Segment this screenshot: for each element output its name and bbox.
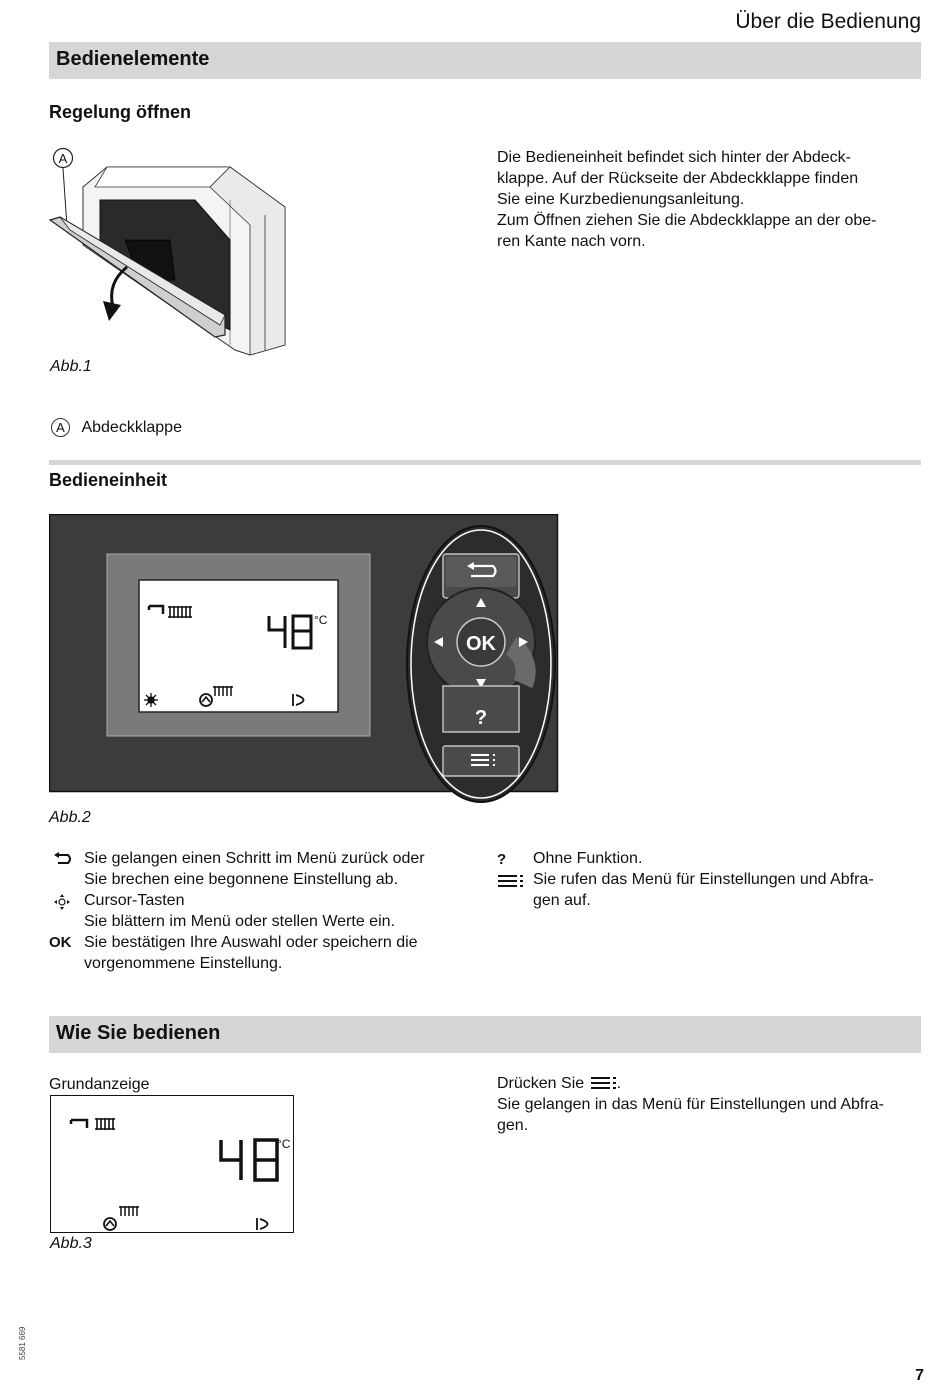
basic-display-drawing	[51, 1096, 292, 1231]
legend-marker: A	[51, 418, 70, 437]
legend-line: gen auf.	[533, 892, 591, 909]
legend-text: Abdeckklappe	[81, 419, 182, 436]
figure-caption-2: Abb.2	[49, 809, 91, 826]
legend-line: Sie rufen das Menü für Einstellungen und Abfra-	[533, 871, 874, 888]
section-bar-wie-sie-bedienen	[49, 1016, 921, 1053]
legend-line: Cursor-Tasten	[84, 892, 185, 909]
legend-line: Sie brechen eine begonnene Einstellung ab.	[84, 871, 399, 888]
page-number: 7	[915, 1367, 924, 1384]
controller-drawing	[45, 145, 295, 360]
legend-line: vorgenommene Einstellung.	[84, 955, 283, 972]
operation-text-block	[497, 1073, 922, 1136]
figure-operating-unit	[49, 514, 559, 806]
intro-text-line: klappe. Auf der Rückseite der Abdeckklappe finden	[497, 170, 859, 187]
menu-icon	[591, 1076, 617, 1090]
legend-line: Sie blättern im Menü oder stellen Werte ein.	[84, 913, 395, 930]
legend-item-cursor	[49, 890, 469, 932]
operation-text-line: gen.	[497, 1117, 529, 1134]
operation-text-press: Drücken Sie	[497, 1075, 585, 1092]
section-title: Wie Sie bedienen	[56, 1022, 221, 1044]
figure-marker-letter: A	[58, 151, 68, 166]
legend-line: Sie bestätigen Ihre Auswahl oder speichern die	[84, 934, 418, 951]
figure-controller-illustration	[45, 145, 295, 360]
display-unit: °C	[277, 1137, 291, 1151]
temperature-digits	[221, 1140, 277, 1180]
operating-unit-drawing	[49, 514, 559, 806]
menu-icon	[497, 874, 525, 888]
grundanzeige-label: Grundanzeige	[49, 1076, 150, 1093]
legend-line: Ohne Funktion.	[533, 850, 643, 867]
subheading-bedieneinheit: Bedieneinheit	[49, 470, 168, 490]
section-divider	[49, 460, 921, 465]
sun-icon	[144, 693, 158, 707]
document-code: 5581 669	[18, 1326, 27, 1360]
page-header-title: Über die Bedienung	[735, 10, 921, 33]
legend-item-back	[49, 848, 469, 890]
intro-text-line: Sie eine Kurzbedienungsanleitung.	[497, 191, 745, 208]
ok-button-label: OK	[466, 633, 496, 655]
radiator-icon	[95, 1118, 115, 1130]
intro-text-block	[497, 147, 917, 252]
help-button-label: ?	[474, 707, 488, 729]
question-mark-icon: ?	[497, 851, 507, 868]
display-unit: °C	[314, 613, 328, 627]
intro-text-line: ren Kante nach vorn.	[497, 233, 646, 250]
operation-text-line: Sie gelangen in das Menü für Einstellungen und Abfra-	[497, 1096, 884, 1113]
subheading-regelung-oeffnen: Regelung öffnen	[49, 102, 191, 122]
back-arrow-icon	[49, 852, 77, 866]
legend-abdeckklappe	[51, 417, 182, 438]
legend-item-ok	[49, 932, 469, 974]
operation-text-line	[497, 1073, 922, 1094]
cursor-keys-icon	[49, 893, 77, 911]
figure-caption-1: Abb.1	[50, 358, 92, 375]
section-title: Bedienelemente	[56, 48, 210, 70]
intro-text-line: Zum Öffnen ziehen Sie die Abdeckklappe an der obe-	[497, 212, 877, 229]
tap-icon	[71, 1120, 87, 1128]
legend-item-help	[497, 848, 917, 869]
operation-text-period: .	[616, 1075, 622, 1092]
figure-caption-3: Abb.3	[50, 1235, 92, 1252]
intro-text-line: Die Bedieneinheit befindet sich hinter der Abdeck-	[497, 149, 851, 166]
section-bar-bedienelemente	[49, 42, 921, 79]
legend-item-menu	[497, 869, 917, 911]
burner-flame-icon	[257, 1218, 268, 1230]
legend-line: Sie gelangen einen Schritt im Menü zurück oder	[84, 850, 425, 867]
figure-basic-display	[50, 1095, 294, 1233]
ok-label-icon: OK	[49, 934, 72, 951]
